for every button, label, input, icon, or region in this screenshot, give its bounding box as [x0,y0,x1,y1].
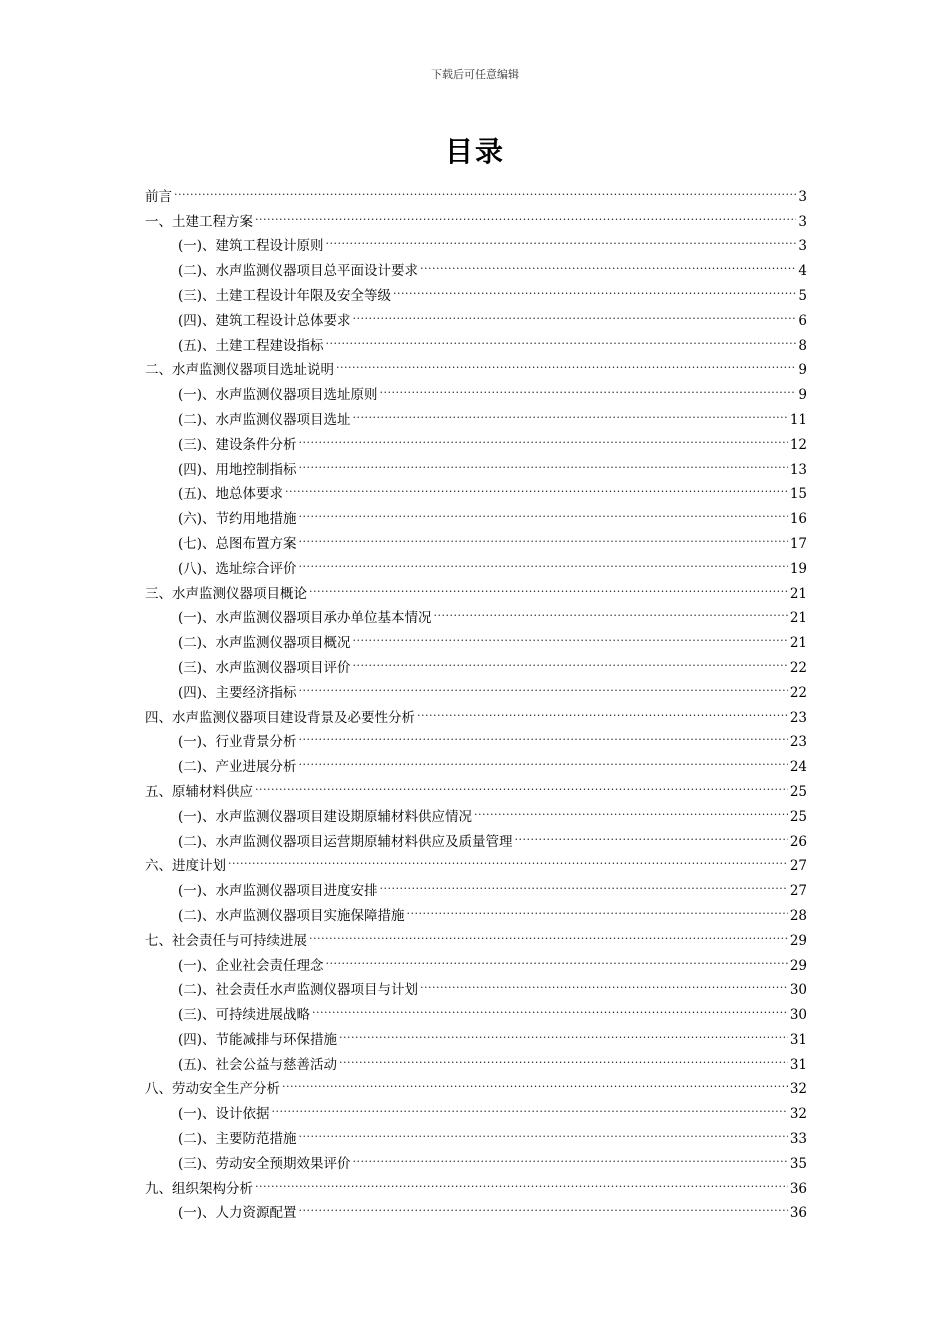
dot-leader [380,870,788,895]
toc-entry-page-number: 24 [789,759,807,776]
toc-entry-page-number: 16 [789,511,807,528]
toc-entry-page-number: 19 [789,560,807,577]
toc-entry-label: 八、劳动安全生产分析 [145,1081,280,1098]
dot-leader [299,1193,788,1218]
dot-leader [312,994,788,1019]
dot-leader [174,176,796,201]
toc-entry-label: (八)、选址综合评价 [178,560,297,577]
toc-entry-label: (五)、地总体要求 [178,486,284,503]
toc-entry-page-number: 29 [789,957,807,974]
table-of-contents [145,176,807,1222]
toc-entry-page-number: 25 [789,808,807,825]
toc-entry-page-number: 6 [798,312,807,329]
toc-entry-label: (二)、水声监测仪器项目总平面设计要求 [178,263,419,280]
dot-leader [336,350,796,375]
toc-entry-label: (四)、节能减排与环保措施 [178,1031,338,1048]
dot-leader [353,622,788,647]
toc-entry-page-number: 28 [789,907,807,924]
dot-leader [272,1093,788,1118]
toc-entry-label: (一)、水声监测仪器项目选址原则 [178,387,378,404]
toc-entry-page-number: 33 [789,1131,807,1148]
toc-entry-page-number: 30 [789,982,807,999]
dot-leader [309,920,788,945]
toc-entry-label: (一)、行业背景分析 [178,734,297,751]
toc-entry-label: (二)、水声监测仪器项目选址 [178,411,351,428]
toc-entry-label: (一)、人力资源配置 [178,1205,297,1222]
toc-entry-label: (三)、土建工程设计年限及安全等级 [178,287,392,304]
dot-leader [393,275,796,300]
dot-leader [417,697,788,722]
toc-entry-page-number: 8 [798,337,807,354]
dot-leader [228,846,788,871]
toc-entry-label: (一)、水声监测仪器项目进度安排 [178,883,378,900]
toc-entry-page-number: 30 [789,1007,807,1024]
toc-entry-label: (三)、水声监测仪器项目评价 [178,659,351,676]
dot-leader [299,1118,788,1143]
dot-leader [299,424,788,449]
toc-entry[interactable] [145,870,807,900]
toc-entry-label: 七、社会责任与可持续进展 [145,932,307,949]
toc-entry-label: (六)、节约用地措施 [178,511,297,528]
dot-leader [299,498,788,523]
dot-leader [339,1019,788,1044]
toc-entry-page-number: 36 [789,1180,807,1197]
toc-entry-page-number: 27 [789,883,807,900]
dot-leader [255,771,788,796]
toc-entry-page-number: 13 [789,461,807,478]
toc-entry-label: 六、进度计划 [145,858,226,875]
toc-entry-page-number: 22 [789,684,807,701]
toc-entry-page-number: 21 [789,610,807,627]
toc-entry-page-number: 32 [789,1081,807,1098]
toc-entry-label: (七)、总图布置方案 [178,535,297,552]
toc-entry-label: (四)、主要经济指标 [178,684,297,701]
toc-entry-page-number: 17 [789,535,807,552]
toc-entry-page-number: 3 [798,188,807,205]
toc-entry-page-number: 26 [789,833,807,850]
toc-entry-page-number: 31 [789,1031,807,1048]
dot-leader [299,722,788,747]
toc-entry-page-number: 3 [798,238,807,255]
dot-leader [299,746,788,771]
toc-entry-page-number: 36 [789,1205,807,1222]
toc-entry-page-number: 9 [798,387,807,404]
toc-entry-page-number: 21 [789,635,807,652]
page-header: 下载后可任意编辑 [431,68,519,81]
dot-leader [326,226,797,251]
dot-leader [299,449,788,474]
toc-entry-label: 二、水声监测仪器项目选址说明 [145,362,334,379]
toc-entry-label: 三、水声监测仪器项目概论 [145,585,307,602]
toc-entry-page-number: 11 [789,411,807,428]
toc-entry-page-number: 31 [789,1056,807,1073]
toc-entry[interactable] [145,176,807,205]
toc-entry-label: (一)、水声监测仪器项目承办单位基本情况 [178,610,432,627]
dot-leader [285,474,788,499]
toc-entry-label: 四、水声监测仪器项目建设背景及必要性分析 [145,709,415,726]
toc-entry-label: (一)、建筑工程设计原则 [178,238,324,255]
toc-entry-page-number: 4 [798,263,807,280]
dot-leader [353,399,788,424]
toc-entry-page-number: 21 [789,585,807,602]
toc-entry-label: (二)、水声监测仪器项目概况 [178,635,351,652]
toc-entry-label: (二)、主要防范措施 [178,1131,297,1148]
dot-leader [255,1168,788,1193]
toc-entry-label: (二)、产业进展分析 [178,759,297,776]
toc-entry-label: (二)、水声监测仪器项目实施保障措施 [178,907,405,924]
dot-leader [282,1069,788,1094]
toc-entry-page-number: 23 [789,709,807,726]
dot-leader [299,672,788,697]
toc-entry[interactable] [145,846,807,875]
toc-entry[interactable] [145,201,807,230]
toc-entry-label: (二)、水声监测仪器项目运营期原辅材料供应及质量管理 [178,833,513,850]
toc-entry-label: (三)、建设条件分析 [178,436,297,453]
dot-leader [420,970,788,995]
dot-leader [299,523,788,548]
dot-leader [326,325,797,350]
toc-entry-label: (一)、企业社会责任理念 [178,957,324,974]
toc-entry-label: (三)、劳动安全预期效果评价 [178,1155,351,1172]
dot-leader [339,1044,788,1069]
dot-leader [434,598,788,623]
toc-entry-page-number: 35 [789,1155,807,1172]
toc-entry-page-number: 12 [789,436,807,453]
dot-leader [407,895,788,920]
toc-entry-label: 一、土建工程方案 [145,213,253,230]
toc-entry-label: 九、组织架构分析 [145,1180,253,1197]
toc-entry-page-number: 32 [789,1106,807,1123]
toc-entry-label: (一)、设计依据 [178,1106,270,1123]
toc-entry-page-number: 22 [789,659,807,676]
toc-entry-label: (四)、建筑工程设计总体要求 [178,312,351,329]
toc-entry-page-number: 15 [789,486,807,503]
dot-leader [353,300,797,325]
dot-leader [474,796,788,821]
toc-entry-label: 前言 [145,188,172,205]
dot-leader [515,821,788,846]
dot-leader [299,548,788,573]
dot-leader [353,647,788,672]
toc-entry-page-number: 3 [798,213,807,230]
dot-leader [353,1143,788,1168]
toc-entry-page-number: 23 [789,734,807,751]
dot-leader [309,573,788,598]
toc-entry-page-number: 9 [798,362,807,379]
page-title: 目录 [444,135,505,168]
toc-entry-label: (二)、社会责任水声监测仪器项目与计划 [178,982,419,999]
dot-leader [380,374,797,399]
toc-entry-page-number: 25 [789,783,807,800]
toc-entry-label: (四)、用地控制指标 [178,461,297,478]
dot-leader [420,250,796,275]
dot-leader [255,201,796,226]
dot-leader [326,945,788,970]
toc-entry-label: 五、原辅材料供应 [145,783,253,800]
toc-entry-page-number: 29 [789,932,807,949]
toc-entry-label: (一)、水声监测仪器项目建设期原辅材料供应情况 [178,808,473,825]
toc-entry-label: (五)、社会公益与慈善活动 [178,1056,338,1073]
toc-entry-label: (五)、土建工程建设指标 [178,337,324,354]
toc-entry-page-number: 5 [798,287,807,304]
toc-entry-label: (三)、可持续进展战略 [178,1007,311,1024]
toc-entry-page-number: 27 [789,858,807,875]
